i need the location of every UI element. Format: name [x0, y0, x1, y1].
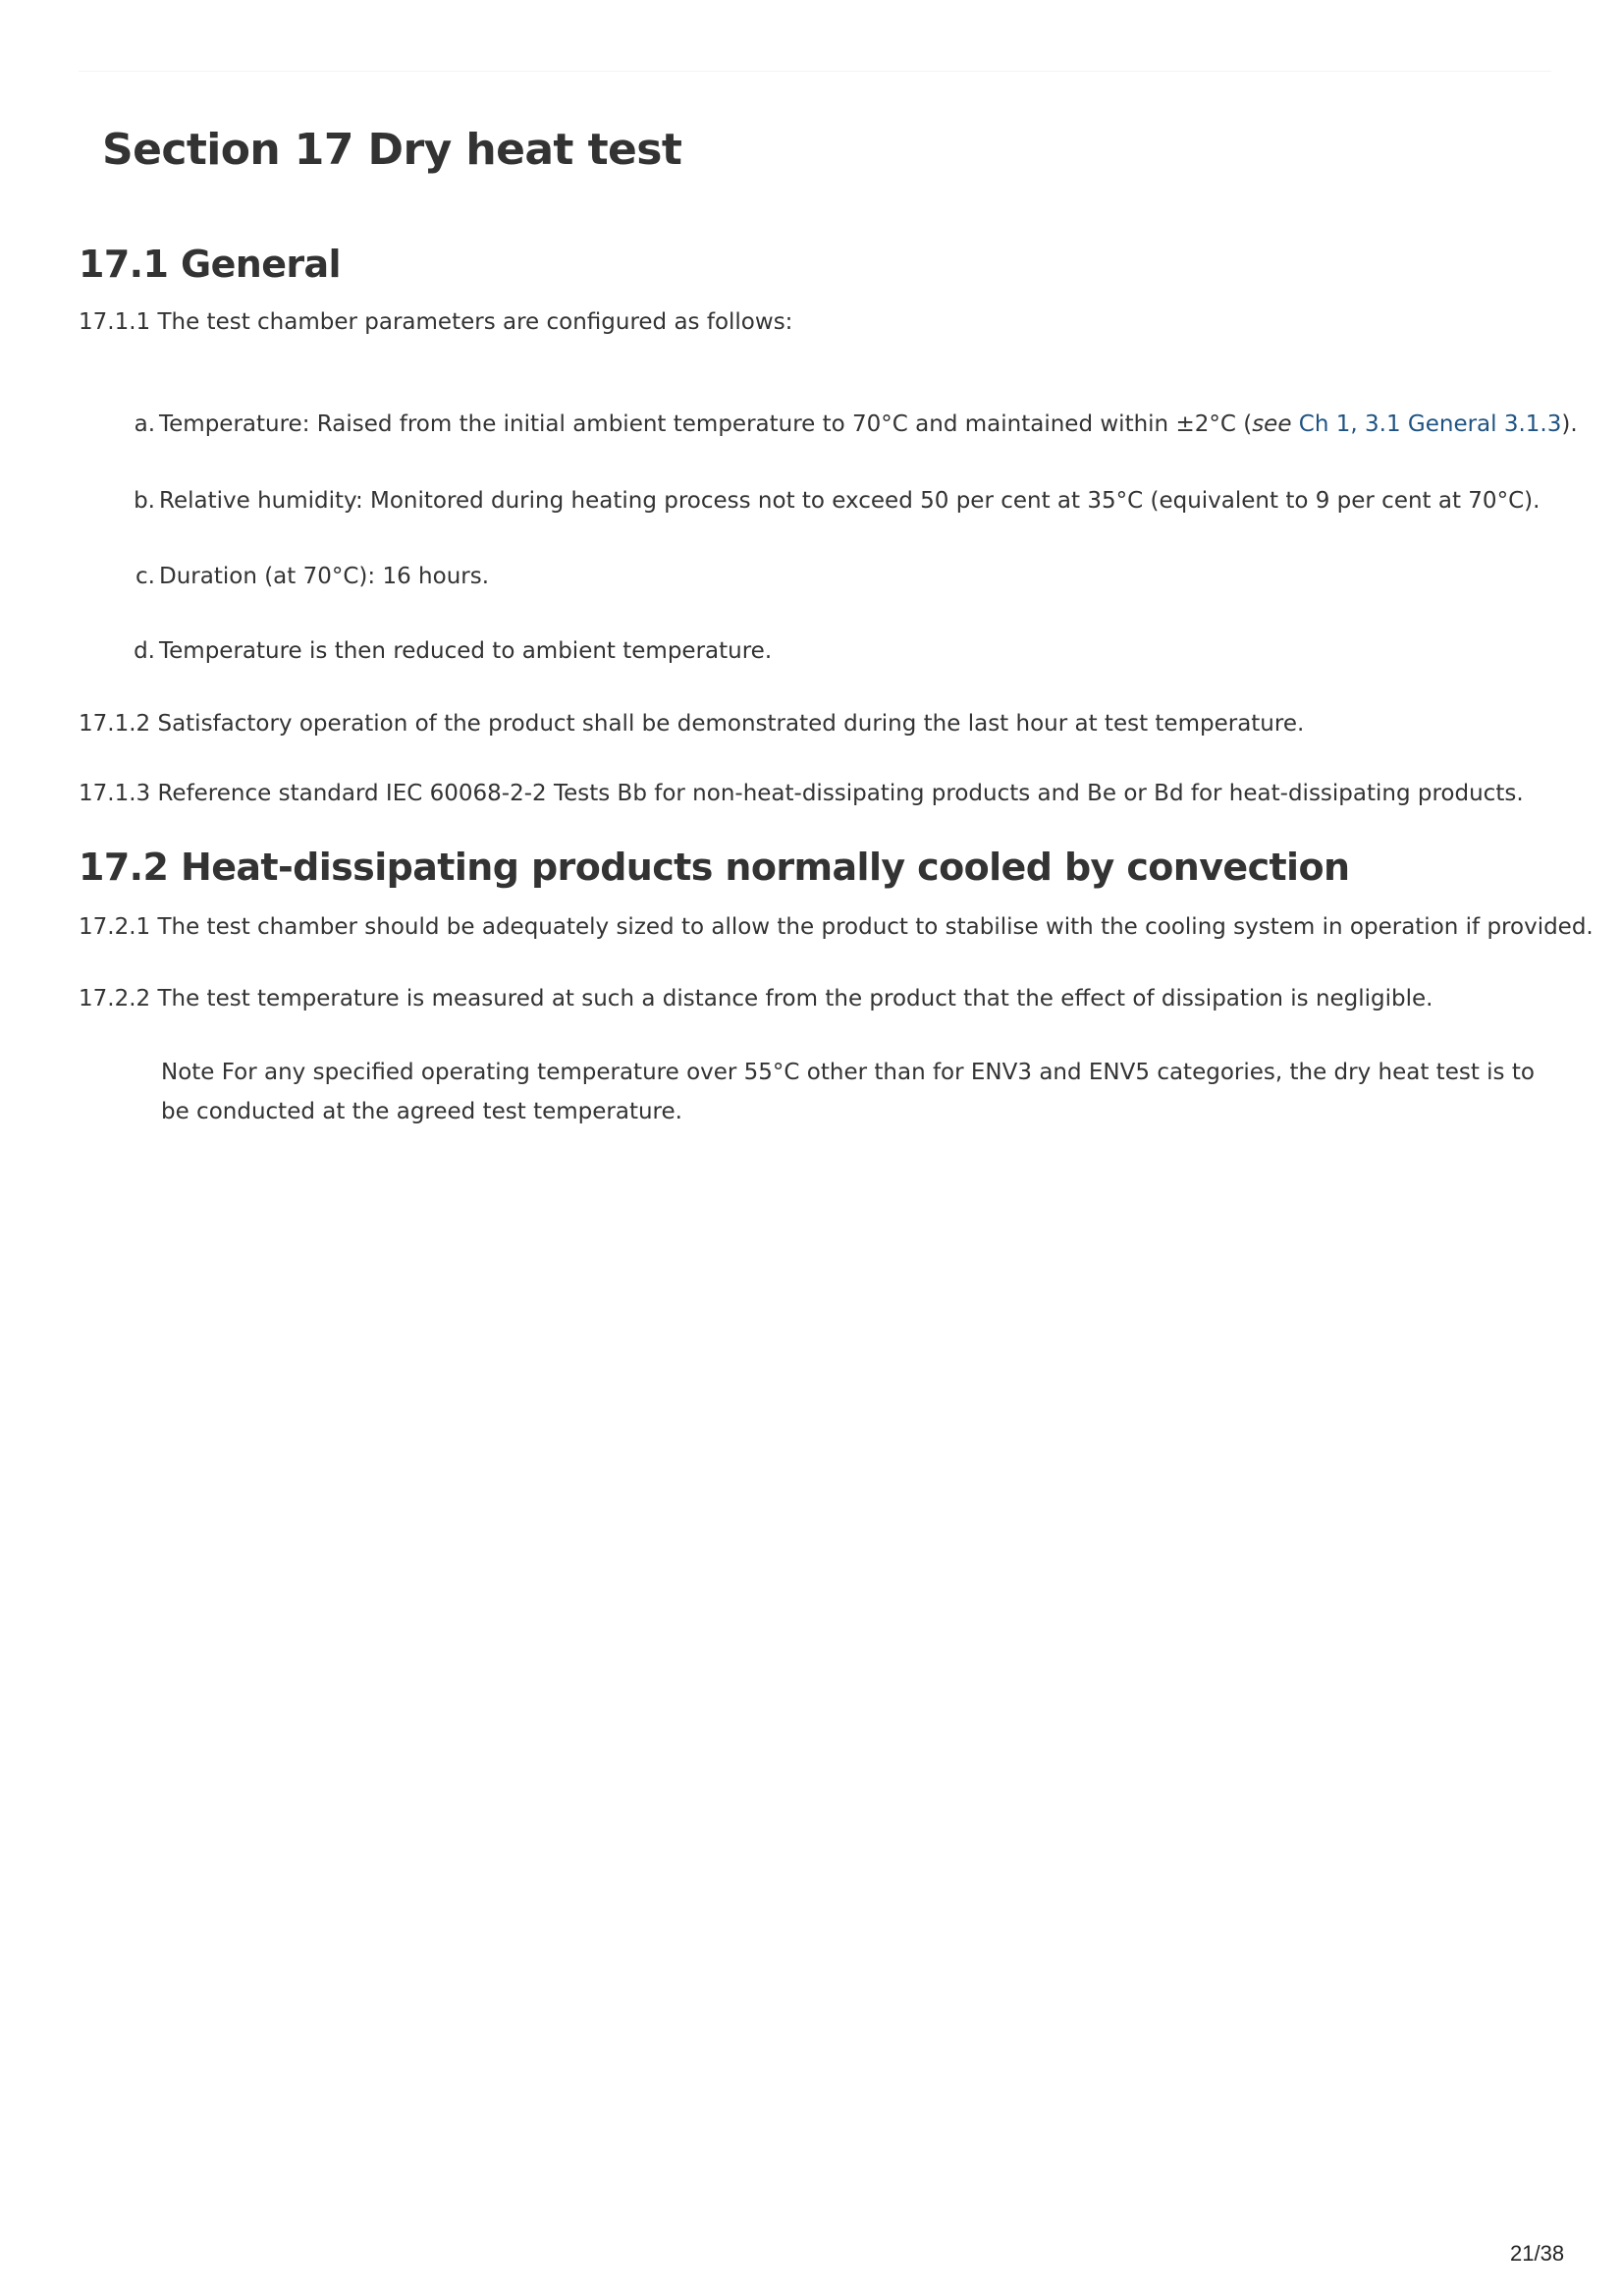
paragraph-17-1-3: 17.1.3 Reference standard IEC 60068-2-2 Tests Bb for non-heat-dissipating products and Be or Bd for heat-dissipating products.: [79, 781, 1524, 806]
list-item-b: [128, 485, 1540, 518]
paragraph-17-1-2: 17.1.2 Satisfactory operation of the product shall be demonstrated during the last hour at test temperature.: [79, 711, 1305, 737]
list-item-d: [128, 635, 772, 668]
list-item-text: Relative humidity: Monitored during heating process not to exceed 50 per cent at 35°C (equivalent to 9 per cent at 70°C).: [159, 488, 1541, 514]
list-item-text: Duration (at 70°C): 16 hours.: [159, 564, 490, 589]
list-marker: b.: [134, 488, 155, 514]
list-item-c: [128, 561, 489, 593]
reference-link[interactable]: Ch 1, 3.1 General 3.1.3: [1298, 411, 1562, 437]
heading-convection: 17.2 Heat-dissipating products normally cooled by convection: [79, 846, 1350, 889]
note-paragraph: Note For any specified operating temperature over 55°C other than for ENV3 and ENV5 categories, the dry heat test is to be conducted at the agreed test temperature.: [161, 1060, 1535, 1125]
list-item-text: Temperature is then reduced to ambient temperature.: [159, 638, 773, 664]
paragraph-17-2-2: 17.2.2 The test temperature is measured at such a distance from the product that the effect of dissipation is negligible.: [79, 986, 1433, 1011]
italic-see: see: [1252, 411, 1292, 437]
page-number: 21/38: [1510, 2241, 1565, 2266]
paragraph-17-2-1: 17.2.1 The test chamber should be adequately sized to allow the product to stabilise with the cooling system in operation if provided.: [79, 914, 1594, 940]
top-divider: [79, 71, 1551, 72]
list-item-text-end: ).: [1561, 411, 1578, 437]
paragraph-17-1-1: 17.1.1 The test chamber parameters are configured as follows:: [79, 309, 793, 335]
page-title: Section 17 Dry heat test: [102, 125, 682, 175]
heading-general: 17.1 General: [79, 243, 341, 286]
list-item-text: Temperature: Raised from the initial ambient temperature to 70°C and maintained within ±2°C (: [159, 411, 1253, 437]
list-item-a: [128, 409, 1578, 441]
list-marker: a.: [134, 411, 155, 437]
list-marker: c.: [135, 564, 155, 589]
list-marker: d.: [134, 638, 155, 664]
